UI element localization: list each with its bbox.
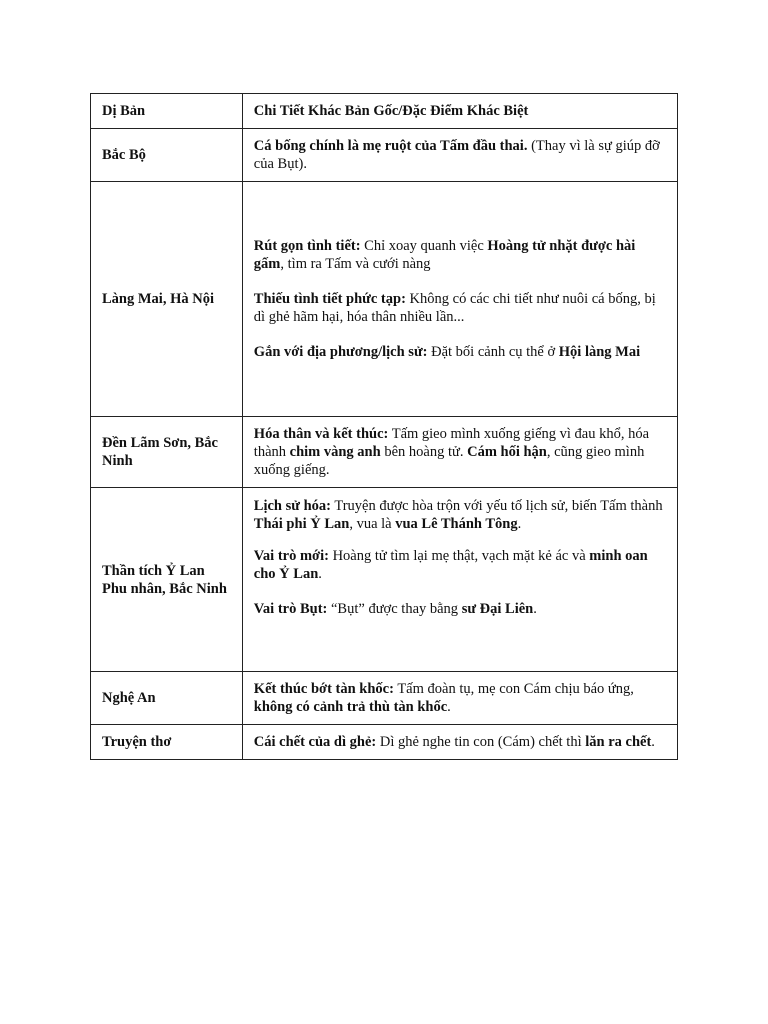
region-cell: Làng Mai, Hà Nội: [91, 182, 243, 417]
variants-table: [90, 93, 678, 760]
detail-paragraph: Hóa thân và kết thúc: Tấm gieo mình xuống giếng vì đau khổ, hóa thành chim vàng anh bên hoàng tử. Cám hối hận, cũng gieo mình xuống giếng.: [253, 426, 650, 478]
details-cell: [242, 182, 677, 417]
table-row: [91, 129, 678, 182]
table-row: [91, 725, 678, 760]
detail-paragraph: Gắn với địa phương/lịch sử: Đặt bối cảnh cụ thể ở Hội làng Mai: [253, 344, 641, 360]
details-cell: [242, 417, 677, 488]
detail-paragraph: Vai trò mới: Hoàng tử tìm lại mẹ thật, vạch mặt kẻ ác và minh oan cho Ỷ Lan.: [253, 548, 648, 582]
table-row: [91, 672, 678, 725]
region-cell: Truyện thơ: [91, 725, 243, 760]
table-row: [91, 417, 678, 488]
header-variant: Dị Bản: [91, 94, 243, 129]
detail-paragraph: Vai trò Bụt: “Bụt” được thay bằng sư Đại Liên.: [253, 601, 537, 617]
table-row: [91, 488, 678, 672]
table-header-row: [91, 94, 678, 129]
detail-paragraph: Lịch sử hóa: Truyện được hòa trộn với yếu tố lịch sử, biến Tấm thành Thái phi Ỷ Lan, vua là vua Lê Thánh Tông.: [253, 498, 663, 532]
region-cell: Thần tích Ỷ Lan Phu nhân, Bắc Ninh: [91, 488, 243, 672]
details-cell: [242, 725, 677, 760]
details-cell: [242, 488, 677, 672]
detail-paragraph: Rút gọn tình tiết: Chỉ xoay quanh việc Hoàng tử nhặt được hài gấm, tìm ra Tấm và cưới nàng: [253, 238, 636, 272]
header-details: Chi Tiết Khác Bản Gốc/Đặc Điểm Khác Biệt: [242, 94, 677, 129]
region-cell: Nghệ An: [91, 672, 243, 725]
region-cell: Bắc Bộ: [91, 129, 243, 182]
details-cell: [242, 672, 677, 725]
details-cell: [242, 129, 677, 182]
table-row: [91, 182, 678, 417]
detail-paragraph: Cá bống chính là mẹ ruột của Tấm đầu thai. (Thay vì là sự giúp đỡ của Bụt).: [253, 138, 660, 172]
detail-paragraph: Kết thúc bớt tàn khốc: Tấm đoàn tụ, mẹ con Cám chịu báo ứng, không có cảnh trả thù tàn khốc.: [253, 681, 634, 715]
region-cell: Đền Lãm Sơn, Bắc Ninh: [91, 417, 243, 488]
detail-paragraph: Cái chết của dì ghẻ: Dì ghẻ nghe tin con (Cám) chết thì lăn ra chết.: [253, 734, 655, 750]
detail-paragraph: Thiếu tình tiết phức tạp: Không có các chi tiết như nuôi cá bống, bị dì ghẻ hãm hại, hóa thân nhiều lần...: [253, 291, 656, 325]
